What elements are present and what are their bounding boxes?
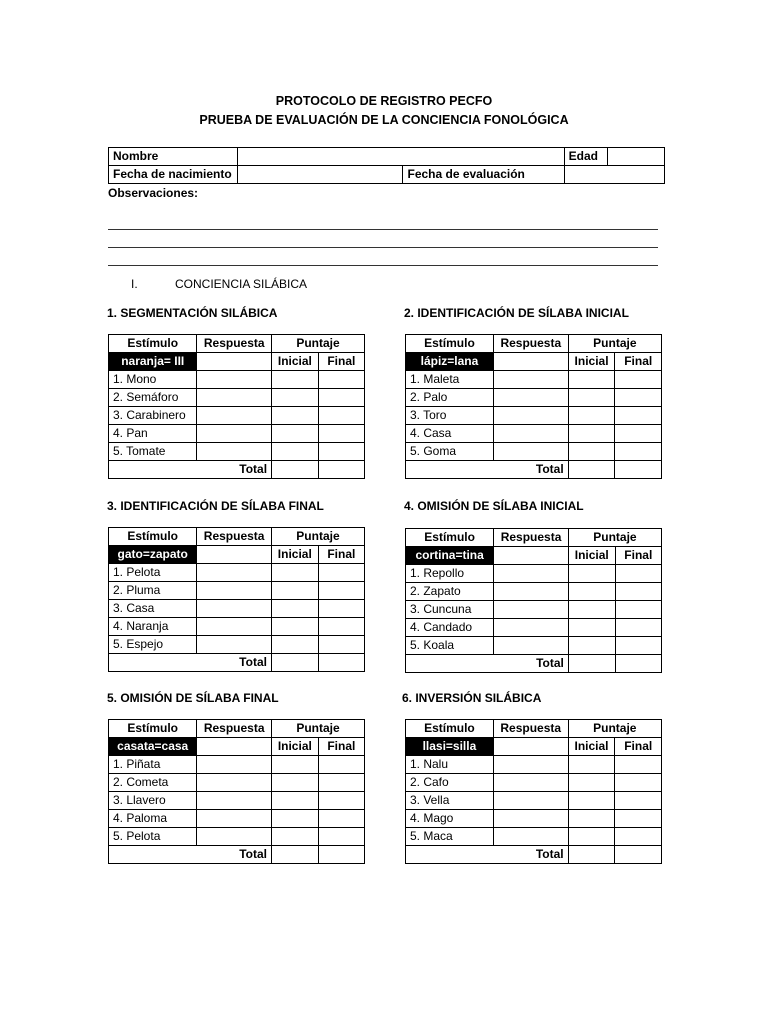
stimulus-item: 3. Vella: [406, 792, 494, 810]
score-final-cell[interactable]: [318, 756, 364, 774]
score-inicial-cell[interactable]: [568, 443, 615, 461]
fecha-nacimiento-field[interactable]: [237, 166, 403, 184]
col-estimulo: Estímulo: [406, 529, 494, 547]
stimulus-item: 2. Semáforo: [109, 389, 197, 407]
example-response[interactable]: [494, 547, 569, 565]
response-cell[interactable]: [197, 756, 272, 774]
total-final-cell[interactable]: [318, 461, 364, 479]
edad-label: Edad: [564, 148, 608, 166]
col-puntaje: Puntaje: [271, 528, 364, 546]
score-inicial-cell[interactable]: [568, 792, 615, 810]
total-inicial-cell[interactable]: [568, 846, 615, 864]
section-numeral: I.: [131, 277, 138, 291]
example-response[interactable]: [197, 738, 272, 756]
score-inicial-cell[interactable]: [568, 601, 615, 619]
nombre-label: Nombre: [109, 148, 238, 166]
stimulus-item: 2. Cometa: [109, 774, 197, 792]
total-inicial-cell[interactable]: [271, 654, 318, 672]
response-cell[interactable]: [494, 619, 569, 637]
total-inicial-cell[interactable]: [271, 846, 318, 864]
col-final: Final: [615, 547, 661, 565]
stimulus-item: 1. Piñata: [109, 756, 197, 774]
score-final-cell[interactable]: [615, 565, 661, 583]
score-final-cell[interactable]: [318, 828, 364, 846]
stimulus-item: 2. Palo: [406, 389, 494, 407]
col-final: Final: [615, 738, 662, 756]
total-inicial-cell[interactable]: [568, 655, 615, 673]
observaciones-line-1[interactable]: [108, 229, 658, 230]
score-inicial-cell[interactable]: [568, 774, 615, 792]
col-inicial: Inicial: [568, 738, 615, 756]
example-stimulus: llasi=silla: [406, 738, 494, 756]
score-final-cell[interactable]: [615, 583, 661, 601]
col-respuesta: Respuesta: [197, 720, 272, 738]
score-final-cell[interactable]: [318, 389, 364, 407]
example-response[interactable]: [493, 738, 568, 756]
document-subtitle: PRUEBA DE EVALUACIÓN DE LA CONCIENCIA FONOLÓGICA: [199, 113, 569, 127]
test-title-3: 3. IDENTIFICACIÓN DE SÍLABA FINAL: [107, 499, 324, 513]
observaciones-line-2[interactable]: [108, 247, 658, 248]
stimulus-item: 2. Cafo: [406, 774, 494, 792]
score-inicial-cell[interactable]: [271, 582, 318, 600]
score-inicial-cell[interactable]: [271, 810, 318, 828]
col-respuesta: Respuesta: [493, 720, 568, 738]
score-final-cell[interactable]: [615, 371, 662, 389]
score-inicial-cell[interactable]: [271, 636, 318, 654]
example-response[interactable]: [493, 353, 568, 371]
test-table-4: [405, 528, 662, 673]
col-estimulo: Estímulo: [406, 720, 494, 738]
col-puntaje: Puntaje: [271, 720, 364, 738]
response-cell[interactable]: [197, 792, 272, 810]
test-table-1: [108, 334, 365, 479]
score-final-cell[interactable]: [615, 407, 662, 425]
col-estimulo: Estímulo: [109, 720, 197, 738]
example-response[interactable]: [197, 353, 272, 371]
score-final-cell[interactable]: [615, 601, 661, 619]
example-stimulus: naranja= III: [109, 353, 197, 371]
response-cell[interactable]: [494, 601, 569, 619]
score-final-cell[interactable]: [318, 407, 364, 425]
col-respuesta: Respuesta: [493, 335, 568, 353]
score-inicial-cell[interactable]: [271, 756, 318, 774]
stimulus-item: 1. Pelota: [109, 564, 197, 582]
score-final-cell[interactable]: [615, 389, 662, 407]
col-estimulo: Estímulo: [406, 335, 494, 353]
response-cell[interactable]: [493, 756, 568, 774]
fecha-evaluacion-label: Fecha de evaluación: [403, 166, 564, 184]
total-label: Total: [109, 461, 272, 479]
score-inicial-cell[interactable]: [271, 828, 318, 846]
response-cell[interactable]: [493, 443, 568, 461]
total-inicial-cell[interactable]: [568, 461, 615, 479]
stimulus-item: 5. Koala: [406, 637, 494, 655]
stimulus-item: 1. Nalu: [406, 756, 494, 774]
score-final-cell[interactable]: [318, 600, 364, 618]
stimulus-item: 2. Pluma: [109, 582, 197, 600]
total-final-cell[interactable]: [615, 846, 662, 864]
score-final-cell[interactable]: [615, 810, 662, 828]
score-final-cell[interactable]: [615, 774, 662, 792]
response-cell[interactable]: [197, 618, 272, 636]
test-table-3: [108, 527, 365, 672]
test-title-2: 2. IDENTIFICACIÓN DE SÍLABA INICIAL: [404, 306, 629, 320]
col-final: Final: [318, 738, 364, 756]
observaciones-label: Observaciones:: [108, 186, 199, 200]
col-puntaje: Puntaje: [568, 335, 661, 353]
test-table-5: [108, 719, 365, 864]
score-inicial-cell[interactable]: [568, 810, 615, 828]
response-cell[interactable]: [197, 407, 272, 425]
col-inicial: Inicial: [568, 547, 615, 565]
col-final: Final: [615, 353, 662, 371]
score-inicial-cell[interactable]: [271, 618, 318, 636]
col-respuesta: Respuesta: [197, 528, 272, 546]
col-final: Final: [318, 546, 364, 564]
test-title-4: 4. OMISIÓN DE SÍLABA INICIAL: [404, 499, 584, 513]
score-final-cell[interactable]: [615, 792, 662, 810]
col-final: Final: [318, 353, 364, 371]
col-respuesta: Respuesta: [197, 335, 272, 353]
stimulus-item: 3. Toro: [406, 407, 494, 425]
total-label: Total: [406, 655, 569, 673]
score-inicial-cell[interactable]: [568, 828, 615, 846]
score-final-cell[interactable]: [318, 371, 364, 389]
score-inicial-cell[interactable]: [272, 425, 319, 443]
score-final-cell[interactable]: [318, 564, 364, 582]
example-stimulus: lápiz=lana: [406, 353, 494, 371]
score-final-cell[interactable]: [318, 443, 364, 461]
score-final-cell[interactable]: [318, 774, 364, 792]
stimulus-item: 3. Cuncuna: [406, 601, 494, 619]
stimulus-item: 4. Pan: [109, 425, 197, 443]
score-inicial-cell[interactable]: [568, 389, 615, 407]
score-final-cell[interactable]: [615, 425, 662, 443]
stimulus-item: 5. Tomate: [109, 443, 197, 461]
response-cell[interactable]: [493, 389, 568, 407]
total-final-cell[interactable]: [318, 846, 364, 864]
response-cell[interactable]: [493, 828, 568, 846]
score-inicial-cell[interactable]: [568, 425, 615, 443]
stimulus-item: 4. Paloma: [109, 810, 197, 828]
response-cell[interactable]: [197, 425, 272, 443]
test-table-6: [405, 719, 662, 864]
col-inicial: Inicial: [271, 546, 318, 564]
score-inicial-cell[interactable]: [271, 792, 318, 810]
section-title: CONCIENCIA SILÁBICA: [175, 277, 308, 291]
example-stimulus: gato=zapato: [109, 546, 197, 564]
stimulus-item: 1. Mono: [109, 371, 197, 389]
col-puntaje: Puntaje: [568, 529, 661, 547]
col-estimulo: Estímulo: [109, 335, 197, 353]
stimulus-item: 1. Maleta: [406, 371, 494, 389]
response-cell[interactable]: [493, 810, 568, 828]
response-cell[interactable]: [197, 636, 272, 654]
score-inicial-cell[interactable]: [568, 407, 615, 425]
response-cell[interactable]: [494, 583, 569, 601]
fecha-nacimiento-label: Fecha de nacimiento: [109, 166, 238, 184]
response-cell[interactable]: [493, 371, 568, 389]
stimulus-item: 4. Candado: [406, 619, 494, 637]
col-inicial: Inicial: [271, 738, 318, 756]
test-table-2: [405, 334, 662, 479]
response-cell[interactable]: [197, 389, 272, 407]
score-inicial-cell[interactable]: [271, 564, 318, 582]
total-label: Total: [109, 846, 272, 864]
response-cell[interactable]: [493, 425, 568, 443]
document-title: PROTOCOLO DE REGISTRO PECFO: [275, 94, 493, 108]
response-cell[interactable]: [493, 407, 568, 425]
response-cell[interactable]: [197, 600, 272, 618]
response-cell[interactable]: [197, 810, 272, 828]
response-cell[interactable]: [493, 792, 568, 810]
score-inicial-cell[interactable]: [272, 371, 319, 389]
example-stimulus: casata=casa: [109, 738, 197, 756]
score-final-cell[interactable]: [615, 637, 661, 655]
stimulus-item: 5. Maca: [406, 828, 494, 846]
stimulus-item: 2. Zapato: [406, 583, 494, 601]
example-stimulus: cortina=tina: [406, 547, 494, 565]
response-cell[interactable]: [197, 564, 272, 582]
score-inicial-cell[interactable]: [568, 637, 615, 655]
response-cell[interactable]: [494, 637, 569, 655]
score-final-cell[interactable]: [318, 425, 364, 443]
score-inicial-cell[interactable]: [272, 389, 319, 407]
response-cell[interactable]: [197, 828, 272, 846]
col-puntaje: Puntaje: [272, 335, 365, 353]
score-inicial-cell[interactable]: [271, 600, 318, 618]
stimulus-item: 1. Repollo: [406, 565, 494, 583]
response-cell[interactable]: [197, 371, 272, 389]
stimulus-item: 3. Carabinero: [109, 407, 197, 425]
test-title-6: 6. INVERSIÓN SILÁBICA: [402, 691, 542, 705]
score-inicial-cell[interactable]: [271, 774, 318, 792]
score-final-cell[interactable]: [615, 443, 662, 461]
score-final-cell[interactable]: [318, 618, 364, 636]
stimulus-item: 5. Espejo: [109, 636, 197, 654]
patient-info-table: [108, 147, 665, 184]
response-cell[interactable]: [197, 582, 272, 600]
test-title-5: 5. OMISIÓN DE SÍLABA FINAL: [107, 691, 279, 705]
col-puntaje: Puntaje: [568, 720, 661, 738]
score-final-cell[interactable]: [615, 828, 662, 846]
col-inicial: Inicial: [272, 353, 319, 371]
stimulus-item: 4. Casa: [406, 425, 494, 443]
score-inicial-cell[interactable]: [568, 565, 615, 583]
col-estimulo: Estímulo: [109, 528, 197, 546]
total-label: Total: [109, 654, 272, 672]
response-cell[interactable]: [494, 565, 569, 583]
total-final-cell[interactable]: [615, 655, 661, 673]
stimulus-item: 3. Llavero: [109, 792, 197, 810]
total-label: Total: [406, 846, 569, 864]
response-cell[interactable]: [197, 443, 272, 461]
stimulus-item: 5. Goma: [406, 443, 494, 461]
total-inicial-cell[interactable]: [272, 461, 319, 479]
score-inicial-cell[interactable]: [272, 443, 319, 461]
edad-field[interactable]: [608, 148, 665, 166]
stimulus-item: 4. Naranja: [109, 618, 197, 636]
score-final-cell[interactable]: [615, 619, 661, 637]
score-final-cell[interactable]: [318, 792, 364, 810]
score-inicial-cell[interactable]: [568, 583, 615, 601]
stimulus-item: 5. Pelota: [109, 828, 197, 846]
score-inicial-cell[interactable]: [568, 756, 615, 774]
test-title-1: 1. SEGMENTACIÓN SILÁBICA: [107, 306, 278, 320]
example-response[interactable]: [197, 546, 272, 564]
fecha-evaluacion-field[interactable]: [564, 166, 664, 184]
score-final-cell[interactable]: [318, 582, 364, 600]
observaciones-line-3[interactable]: [108, 265, 658, 266]
response-cell[interactable]: [197, 774, 272, 792]
total-final-cell[interactable]: [615, 461, 662, 479]
response-cell[interactable]: [493, 774, 568, 792]
total-label: Total: [406, 461, 569, 479]
score-inicial-cell[interactable]: [272, 407, 319, 425]
stimulus-item: 4. Mago: [406, 810, 494, 828]
score-final-cell[interactable]: [318, 810, 364, 828]
col-inicial: Inicial: [568, 353, 615, 371]
score-inicial-cell[interactable]: [568, 371, 615, 389]
score-inicial-cell[interactable]: [568, 619, 615, 637]
nombre-field[interactable]: [237, 148, 564, 166]
score-final-cell[interactable]: [615, 756, 662, 774]
col-respuesta: Respuesta: [494, 529, 569, 547]
stimulus-item: 3. Casa: [109, 600, 197, 618]
score-final-cell[interactable]: [318, 636, 364, 654]
total-final-cell[interactable]: [318, 654, 364, 672]
